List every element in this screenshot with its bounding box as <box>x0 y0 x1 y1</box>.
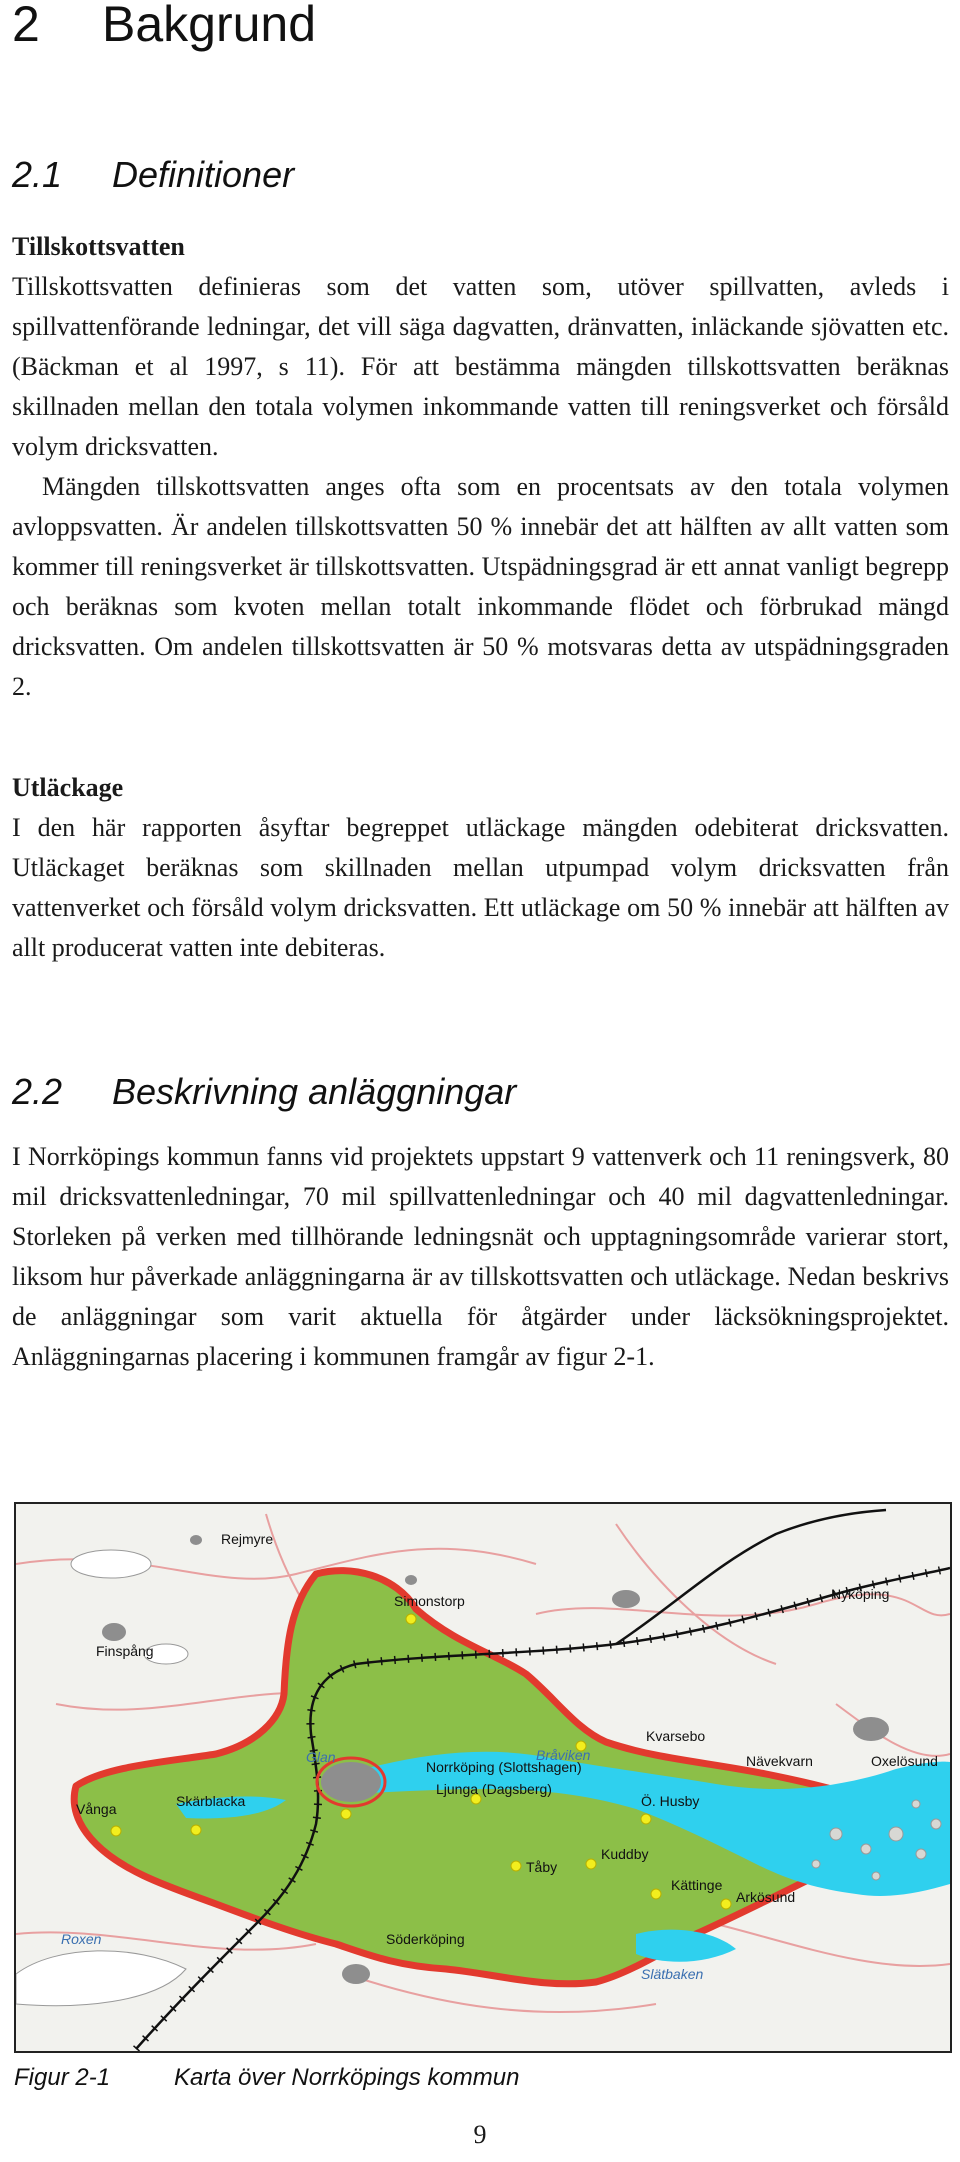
map-label-kvarsebo: Kvarsebo <box>646 1728 706 1744</box>
map-label-oxelosund: Oxelösund <box>871 1753 938 1769</box>
map-label-ohusby: Ö. Husby <box>641 1793 700 1809</box>
map-label-nykoping: Nyköping <box>831 1586 890 1602</box>
municipality-map <box>14 1502 952 2053</box>
definition-tillskottsvatten <box>12 227 949 707</box>
map-label-roxen: Roxen <box>61 1931 102 1947</box>
paragraph: I Norrköpings kommun fanns vid projektets uppstart 9 vattenverk och 11 reningsverk, 80 mil dricksvattenledningar, 70 mil spillvattenledningar och 40 mil dagvattenledningar. Storleken på verken med tillhörande ledningsnät och upptagningsområde varierar stort, liksom hur påverkade anläggningarna är av tillskottsvatten och utläckage. Nedan beskrivs de anläggningar som varit aktuella för åtgärder under läcksökningsprojektet. Anläggningarnas placering i kommunen framgår av figur 2-1. <box>12 1142 949 1371</box>
map-label-norrkoping: Norrköping (Slottshagen) <box>426 1759 582 1775</box>
map-label-taby: Tåby <box>526 1859 558 1875</box>
section-title: Definitioner <box>112 154 295 195</box>
figure-caption <box>14 2062 519 2094</box>
figure-title: Karta över Norrköpings kommun <box>174 2064 520 2091</box>
paragraph: I den här rapporten åsyftar begreppet utläckage mängden odebiterat dricksvatten. Utläckaget beräknas som skillnaden mellan utpumpad volym dricksvatten från vattenverket och försåld volym dricksvatten. Ett utläckage om 50 % innebär att hälften av allt producerat vatten inte debiteras. <box>12 813 949 962</box>
section-number: 2.1 <box>12 154 63 195</box>
map-label-soderkoping: Söderköping <box>386 1931 465 1947</box>
map-label-kuddby: Kuddby <box>601 1846 649 1862</box>
chapter-title: Bakgrund <box>102 0 317 52</box>
map-label-vanga: Vånga <box>76 1801 117 1817</box>
section-heading-facilities <box>12 1070 516 1114</box>
section-number: 2.2 <box>12 1071 63 1112</box>
facilities-description <box>12 1137 949 1377</box>
section-heading-definitions <box>12 153 294 197</box>
term-heading: Tillskottsvatten <box>12 232 185 261</box>
map-label-navekvarn: Nävekvarn <box>746 1753 813 1769</box>
map-label-rejmyre: Rejmyre <box>221 1531 274 1547</box>
definition-utlackage <box>12 768 949 968</box>
section-title: Beskrivning anläggningar <box>112 1071 517 1112</box>
term-heading: Utläckage <box>12 773 124 802</box>
map-label-braviken: Bråviken <box>536 1747 591 1763</box>
paragraph: Tillskottsvatten definieras som det vatten som, utöver spillvatten, avleds i spillvattenförande ledningar, det vill säga dagvatten, dränvatten, inläckande sjövatten etc. (Bäckman et al 1997, s 11). För att bestämma mängden tillskottsvatten beräknas skillnaden mellan den totala volymen inkommande vatten till reningsverket och försåld volym dricksvatten. <box>12 272 949 461</box>
paragraph: Mängden tillskottsvatten anges ofta som en procentsats av den totala volymen avloppsvatten. Är andelen tillskottsvatten 50 % innebär det att hälften av allt vatten som kommer till reningsverket är tillskottsvatten. Utspädningsgrad är ett annat vanligt begrepp och beräknas som kvoten mellan totalt inkommande flödet och förbrukad mängd dricksvatten. Om andelen tillskottsvatten är 50 % motsvaras detta av utspädningsgraden 2. <box>12 472 949 701</box>
map-label-arkosund: Arkösund <box>736 1889 796 1905</box>
map-label-ljunga: Ljunga (Dagsberg) <box>436 1781 552 1797</box>
map-label-skarblacka: Skärblacka <box>176 1793 246 1809</box>
map-label-slatbaken: Slätbaken <box>641 1966 704 1982</box>
chapter-number: 2 <box>12 0 40 52</box>
page-number: 9 <box>473 2120 487 2149</box>
map-label-simonstorp: Simonstorp <box>394 1593 465 1609</box>
chapter-heading <box>12 0 316 54</box>
figure-number: Figur 2-1 <box>14 2064 111 2091</box>
map-label-glan: Glan <box>306 1749 336 1765</box>
map-svg <box>16 1504 950 2051</box>
map-label-finspang: Finspång <box>96 1643 154 1659</box>
map-label-kattinge: Kättinge <box>671 1877 723 1893</box>
